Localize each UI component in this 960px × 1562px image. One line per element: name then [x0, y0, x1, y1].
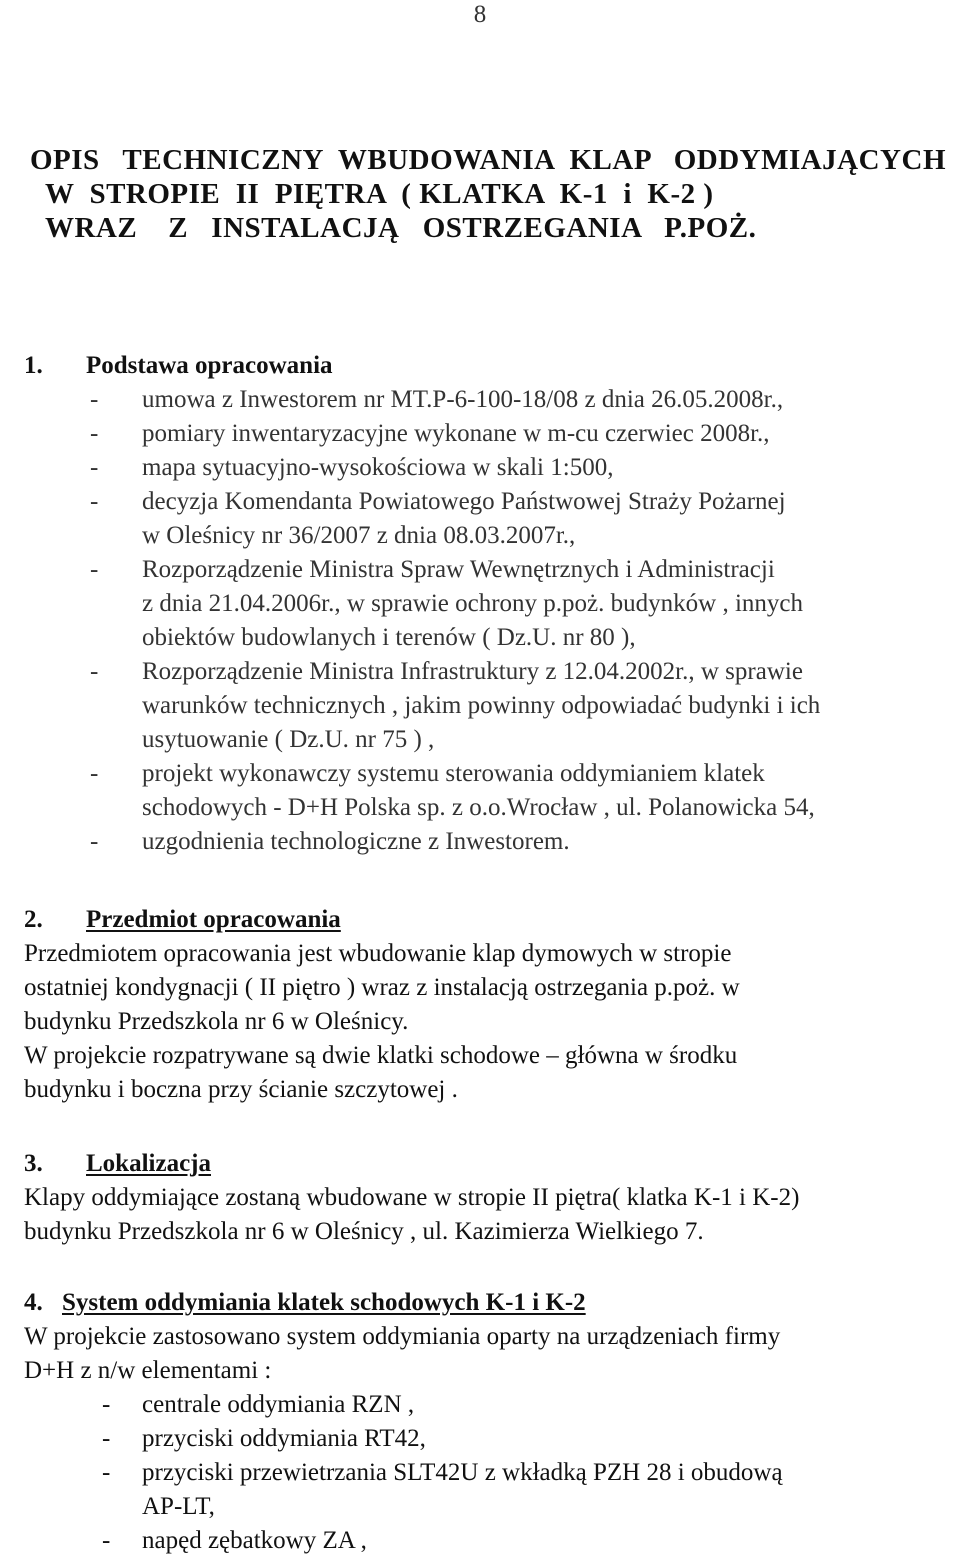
- list-item: - Rozporządzenie Ministra Infrastruktury z 12.04.2002r., w sprawie warunków technicznych , jakim powinny odpowiadać budynki i ich usytuowanie ( Dz.U. nr 75 ) ,: [90, 658, 821, 753]
- list-item: - decyzja Komendanta Powiatowego Państwowej Straży Pożarnej w Oleśnicy nr 36/2007 z dnia 08.03.2007r.,: [90, 488, 786, 549]
- list-item: - uzgodnienia technologiczne z Inwestorem.: [90, 828, 570, 855]
- section-basis: [24, 349, 956, 859]
- section-title: System oddymiania klatek schodowych K-1 i K-2: [62, 1289, 586, 1316]
- body-line: Klapy oddymiające zostaną wbudowane w stropie II piętra( klatka K-1 i K-2): [24, 1184, 800, 1211]
- list-item: - pomiary inwentaryzacyjne wykonane w m-cu czerwiec 2008r.,: [90, 420, 770, 447]
- list-item: - przyciski przewietrzania SLT42U z wkładką PZH 28 i obudową AP-LT,: [102, 1459, 783, 1520]
- section-heading: [24, 1286, 956, 1320]
- section-number: 2.: [24, 906, 43, 933]
- section-body: [24, 1320, 956, 1388]
- section-heading: [24, 349, 956, 383]
- section-body: [24, 1181, 956, 1249]
- body-line: budynku Przedszkola nr 6 w Oleśnicy , ul. Kazimierza Wielkiego 7.: [24, 1218, 704, 1245]
- elements-list: [24, 1388, 956, 1558]
- section-heading: [24, 903, 956, 937]
- list-item: - centrale oddymiania RZN ,: [102, 1391, 415, 1418]
- page-number: 8: [473, 1, 487, 28]
- body-line: budynku Przedszkola nr 6 w Oleśnicy.: [24, 1008, 409, 1035]
- section-number: 4.: [24, 1289, 43, 1316]
- section-system: [24, 1286, 956, 1558]
- body-line: W projekcie rozpatrywane są dwie klatki schodowe – główna w środku: [24, 1042, 738, 1069]
- section-number: 3.: [24, 1150, 43, 1177]
- section-title: Przedmiot opracowania: [86, 906, 341, 933]
- body-line: D+H z n/w elementami :: [24, 1357, 272, 1384]
- list-item: - Rozporządzenie Ministra Spraw Wewnętrznych i Administracji z dnia 21.04.2006r., w sprawie ochrony p.poż. budynków , innych obiektów budowlanych i terenów ( Dz.U. nr 80 ),: [90, 556, 803, 651]
- title-line: W STROPIE II PIĘTRA ( KLATKA K-1 i K-2 ): [30, 178, 714, 210]
- list-item: - umowa z Inwestorem nr MT.P-6-100-18/08 z dnia 26.05.2008r.,: [90, 386, 784, 413]
- list-item: - napęd zębatkowy ZA ,: [102, 1527, 367, 1554]
- list-item: - projekt wykonawczy systemu sterowania oddymianiem klatek schodowych - D+H Polska sp. z o.o.Wrocław , ul. Polanowicka 54,: [90, 760, 815, 821]
- section-subject: [24, 903, 956, 1107]
- title-line: WRAZ Z INSTALACJĄ OSTRZEGANIA P.POŻ.: [30, 212, 757, 244]
- title-line: OPIS TECHNICZNY WBUDOWANIA KLAP ODDYMIAJĄCYCH: [30, 144, 947, 176]
- section-number: 1.: [24, 352, 43, 379]
- document-title: [30, 143, 950, 245]
- body-line: Przedmiotem opracowania jest wbudowanie klap dymowych w stropie: [24, 940, 732, 967]
- body-line: ostatniej kondygnacji ( II piętro ) wraz z instalacją ostrzegania p.poż. w: [24, 974, 740, 1001]
- body-line: budynku i boczna przy ścianie szczytowej .: [24, 1076, 458, 1103]
- section-title: Podstawa opracowania: [86, 352, 333, 379]
- body-line: W projekcie zastosowano system oddymiania oparty na urządzeniach firmy: [24, 1323, 781, 1350]
- section-title: Lokalizacja: [86, 1150, 211, 1177]
- section-heading: [24, 1147, 956, 1181]
- section-location: [24, 1147, 956, 1249]
- list-item: - przyciski oddymiania RT42,: [102, 1425, 426, 1452]
- list-item: - mapa sytuacyjno-wysokościowa w skali 1:500,: [90, 454, 614, 481]
- section-body: [24, 937, 956, 1107]
- basis-list: [24, 383, 956, 859]
